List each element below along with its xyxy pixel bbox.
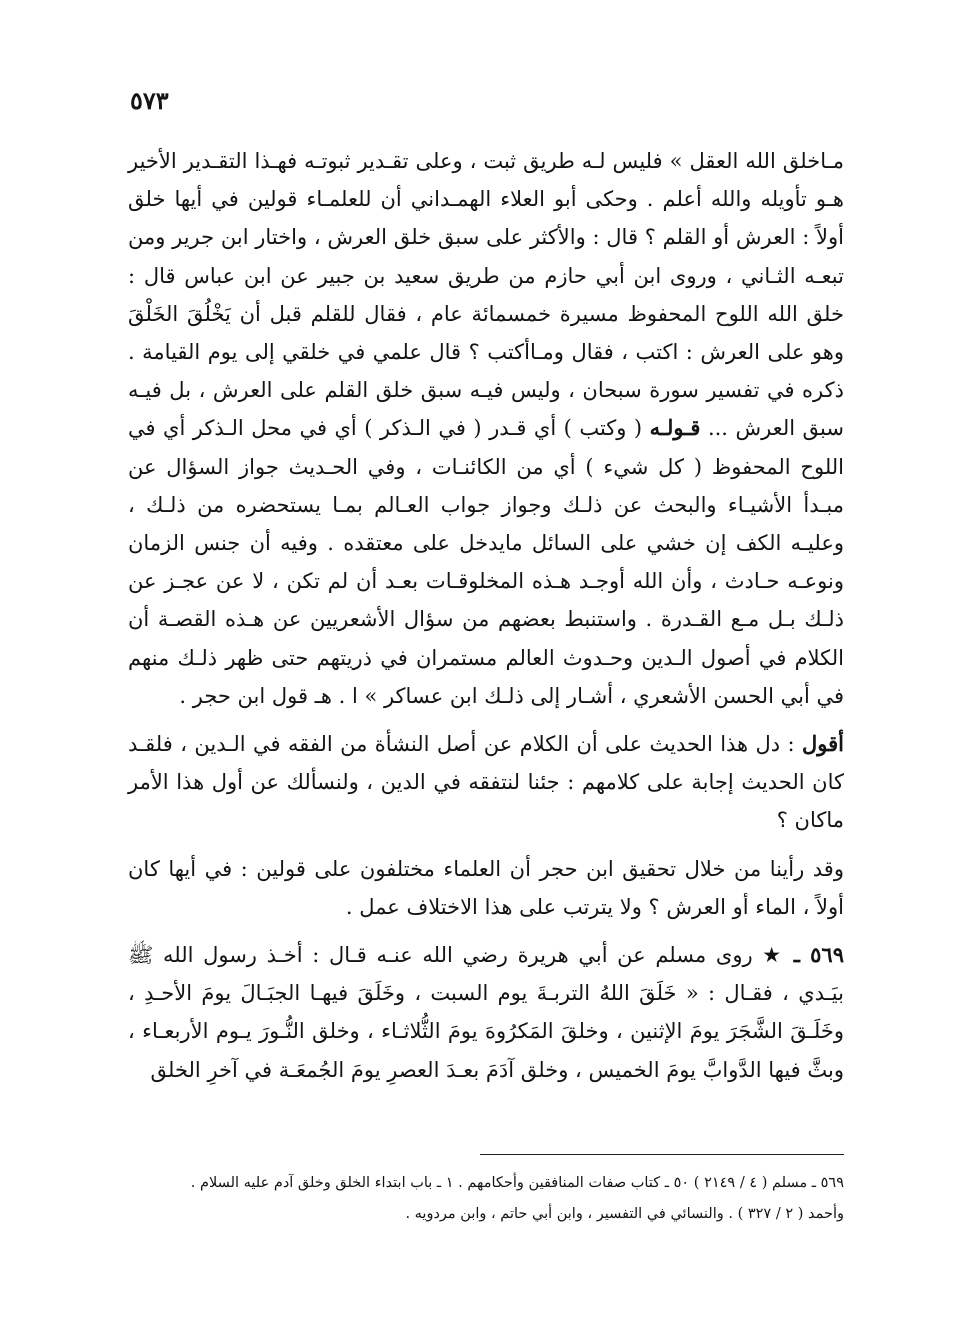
footnotes — [150, 1168, 844, 1230]
paragraph-aqulu — [128, 725, 844, 840]
paragraph-text: مـاخلق الله العقل » فليس لـه طريق ثبت ، وعلى تقـدير ثبوتـه فهـذا التقـدير الأخير هـو تأويله والله أعلم . وحكى أبو العلاء الهمـداني أن للعلمـاء قولين في أيها خلق أولاً : العرش أو القلم ؟ قال : والأكثر على سبق خلق العرش ، واختار ابن جرير ومن تبعـه الثـاني ، وروى ابن أبي حازم من طريق سعيد بن جبير عن ابن عباس قال : خلق الله اللوح المحفوظ مسيرة خمسمائة عام ، فقال للقلم قبل أن يَخْلُقَ الخَلْقَ وهو على العرش : اكتب ، فقال ومـاأكتب ؟ قال علمي في خلقي إلى يوم القيامة . ذكره في تفسير سورة سبحان ، وليس فيـه سبق خلق القلم على العرش ، بل فيـه سبق العرش ... — [128, 149, 844, 441]
footnote-divider — [480, 1154, 844, 1155]
main-text — [128, 142, 844, 1089]
footnote-line: ٥٦٩ ـ مسلم ( ٤ / ٢١٤٩ ) ٥٠ ـ كتاب صفات المنافقين وأحكامهم . ١ ـ باب ابتداء الخلق وخلق آدم عليه السلام . — [190, 1175, 844, 1191]
paragraph-scholars-differ — [128, 850, 844, 926]
qawluhu-label: قـولـه — [649, 415, 701, 441]
paragraph-text: : دل هذا الحديث على أن الكلام عن أصل النشأة من الفقه في الـدين ، فلقـد كان الحديث إجابة على كلامهم : جئنا لنتفقه في الدين ، ولنسألك عن أول هذا الأمر ماكان ؟ — [128, 732, 844, 833]
aqulu-label: أقول — [802, 731, 844, 757]
paragraph-ibn-hajar-quote — [128, 142, 844, 715]
paragraph-text: وقد رأينا من خلال تحقيق ابن حجر أن العلماء مختلفون على قولين : في أيها كان أولاً ، الماء أو العرش ؟ ولا يترتب على هذا الاختلاف عمل . — [128, 856, 844, 919]
paragraph-text: ★ روى مسلم عن أبي هريرة رضي الله عنـه قـال : أخـذ رسول الله ﷺ بيَـدي ، فقـال : « خَلَقَ اللهُ التربـةَ يوم السبت ، وخَلَقَ فيهـا الجبَـالَ يومَ الأحـدِ ، وخَلَـقَ الشَّجَرَ يومَ الإثنين ، وخلقَ المَكرُوهَ يومَ الثُّلاثـاء ، وخلق النُّـورَ يـوم الأربعـاء ، وبثَّ فيها الدَّوابَّ يومَ الخميس ، وخلق آدَمَ بعـدَ العصرِ يومَ الجُمعَـة في آخرِ الخلق — [128, 943, 844, 1082]
paragraph-text-continued: ( وكتب ) أي قـدر ( في الـذكر ) أي في محل الـذكر أي في اللوح المحفوظ ( كل شيء ) أي من الكائنـات ، وفي الحـديث جواز السؤال عن مبـدأ الأشيـاء والبحث عن ذلـك وجواز جواب العـالم بمـا يستحضره من ذلـك ، وعليـه الكف إن خشي على السائل مايدخل على معتقده . وفيه أن جنس الزمان ونوعـه حـادث ، وأن الله أوجـد هـذه المخلوقـات بعـد أن لم تكن ، لا عن عجـز عن ذلـك بـل مـع القـدرة . واستنبط بعضهم من سؤال الأشعريين عن هـذه القصـة أن الكلام في أصول الـدين وحـدوث العالم مستمران في ذريتهم حتى ظهر ذلـك منهم في أبي الحسن الأشعري ، أشـار إلى ذلـك ابن عساكر » ا . هـ قول ابن حجر . — [128, 416, 844, 708]
footnote-line: وأحمد ( ٢ / ٣٢٧ ) . والنسائي في التفسير ، وابن أبي حاتم ، وابن مردويه . — [405, 1206, 844, 1222]
page-number: ٥٧٣ — [130, 86, 169, 115]
hadith-number: ٥٦٩ ـ — [793, 942, 844, 968]
paragraph-hadith-569 — [128, 936, 844, 1089]
